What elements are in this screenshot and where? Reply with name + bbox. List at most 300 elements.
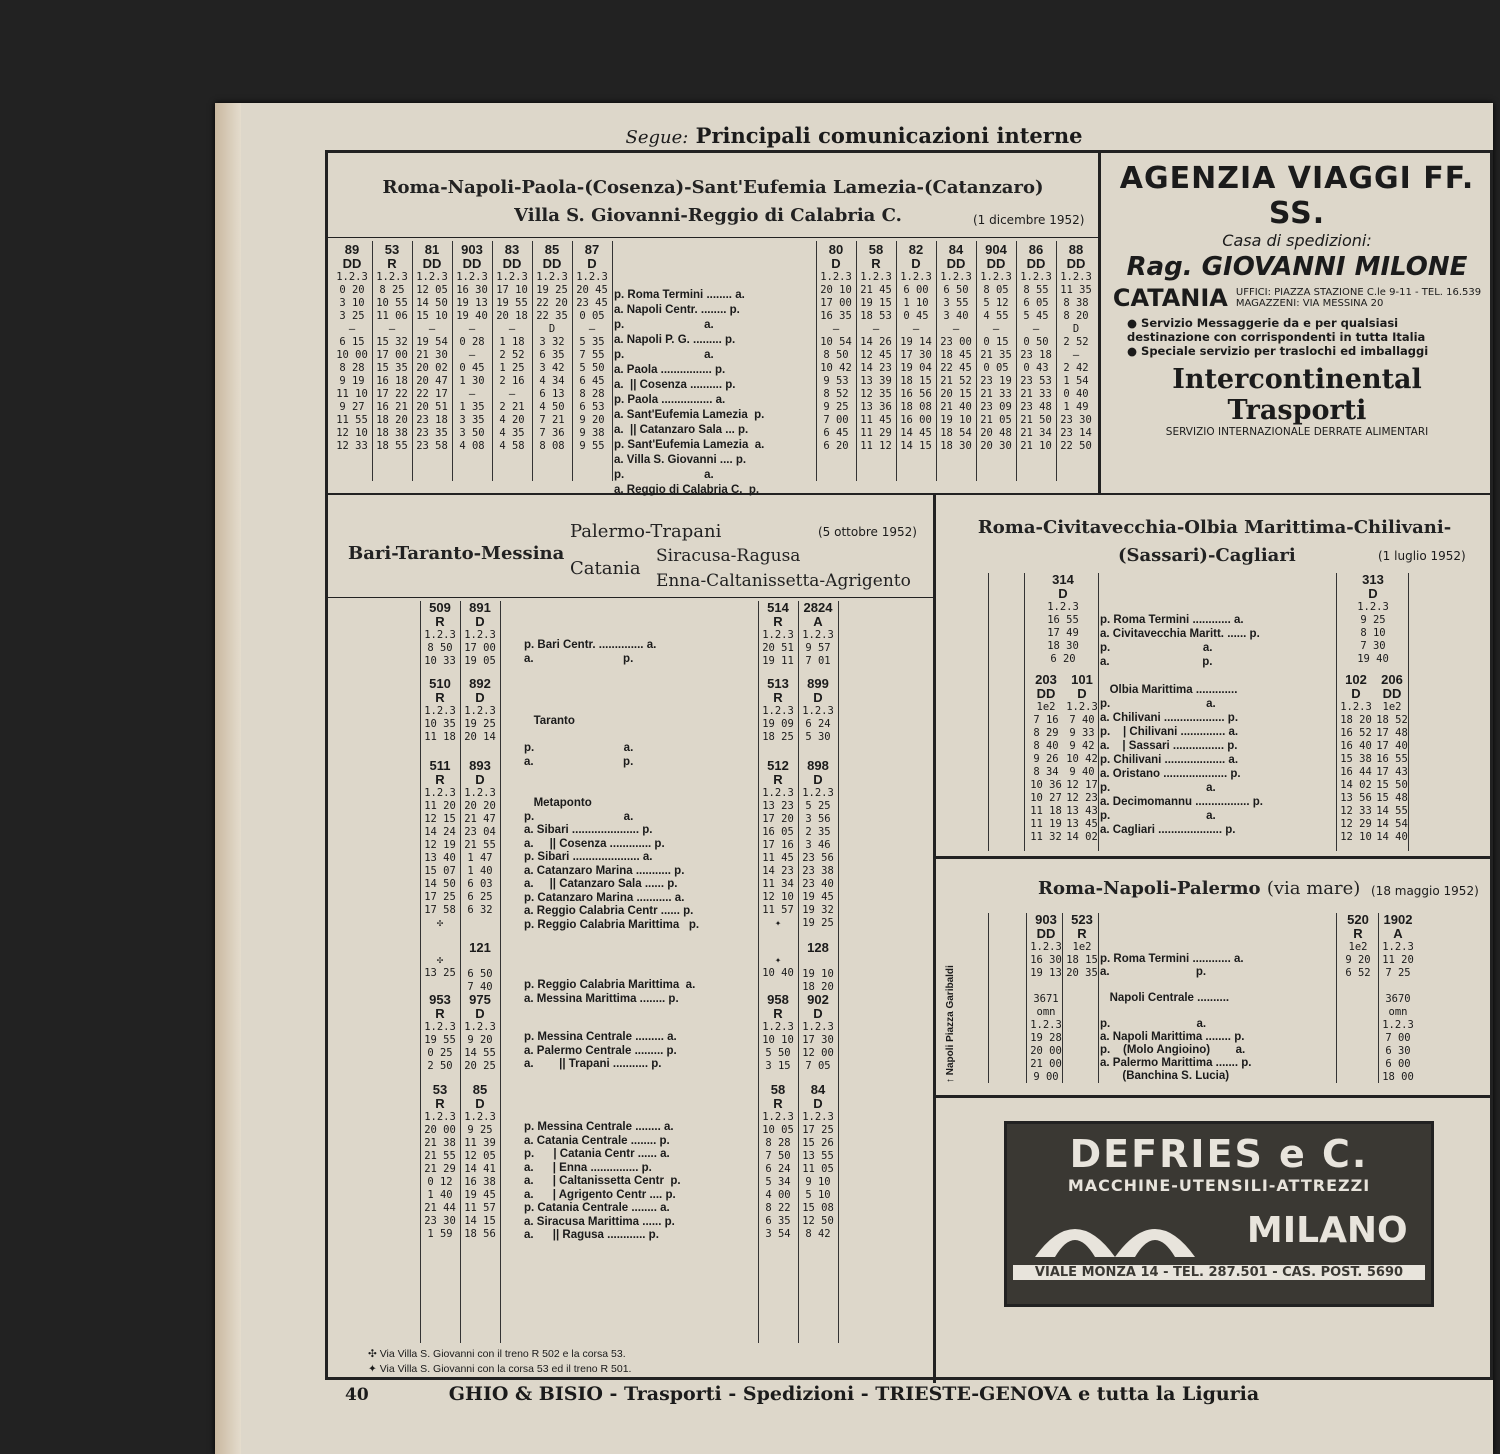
train-class: 1.2.3 bbox=[576, 271, 608, 283]
train-column bbox=[412, 243, 452, 453]
time-cell: 23 53 bbox=[1020, 375, 1052, 387]
arch-logo-icon bbox=[1030, 1201, 1200, 1259]
time-cell: 8 05 bbox=[983, 284, 1009, 296]
time-cell: — bbox=[912, 323, 920, 335]
station-list: p. Roma Termini ............ a. a. p. Napoli Centrale .......... p. a. a. Napoli Marittima ........ p. p. (Molo Angioino) a. a. Palermo Marittima ....... p. (Banchina S. Lucia) bbox=[1100, 953, 1252, 1082]
train-column bbox=[1338, 673, 1374, 844]
train-column bbox=[420, 759, 460, 930]
train-number: 904 bbox=[985, 242, 1007, 257]
train-category: D bbox=[911, 256, 921, 271]
train-number: 84 bbox=[810, 1082, 826, 1097]
column-rule bbox=[1098, 913, 1099, 1083]
column-rule bbox=[758, 601, 759, 1343]
train-number: 58 bbox=[868, 242, 884, 257]
train-class: 1.2.3 bbox=[762, 1021, 794, 1033]
content-frame bbox=[325, 150, 1493, 1380]
ad1-address-1: UFFICI: PIAZZA STAZIONE C.le 9-11 - TEL. 16.539 bbox=[1235, 287, 1482, 298]
train-column bbox=[1338, 573, 1408, 666]
time-cell: 0 20 bbox=[339, 284, 365, 296]
train-category: R bbox=[773, 690, 783, 705]
train-class: 1.2.3 bbox=[424, 705, 456, 717]
time-cell: 14 15 bbox=[900, 440, 932, 452]
ad1-address-block bbox=[1101, 284, 1493, 312]
time-cell: 14 50 bbox=[416, 297, 448, 309]
station-row: a. Reggio di Calabria C. p. bbox=[614, 484, 760, 496]
train-column bbox=[1056, 243, 1096, 453]
time-cells: 10 05 8 28 7 50 6 24 5 34 4 00 8 22 6 35 3 54 bbox=[762, 1124, 794, 1240]
section1-title bbox=[328, 177, 1098, 198]
time-cell: 2 42 bbox=[1063, 362, 1089, 374]
time-cell: 2 52 bbox=[499, 349, 525, 361]
time-cell: D bbox=[548, 323, 556, 335]
train-number: 89 bbox=[344, 242, 360, 257]
time-cell: 8 25 bbox=[379, 284, 405, 296]
train-category: DD bbox=[986, 256, 1006, 271]
train-number: 313 bbox=[1362, 572, 1384, 587]
train-column bbox=[1064, 913, 1100, 980]
train-class: 1.2.3 bbox=[980, 271, 1012, 283]
time-cell: 22 45 bbox=[940, 362, 972, 374]
train-class: 1.2.3 bbox=[802, 1111, 834, 1123]
time-cells: 13 23 17 20 16 05 17 16 11 45 14 23 11 34 12 10 11 57 ✦ bbox=[762, 800, 794, 929]
section3-title-line1: Roma-Civitavecchia-Olbia Marittima-Chilivani- bbox=[977, 517, 1452, 538]
divider-upper bbox=[328, 493, 1493, 495]
time-cell: 6 05 bbox=[1023, 297, 1049, 309]
time-cell: 4 35 bbox=[499, 427, 525, 439]
column-rule bbox=[1408, 573, 1409, 851]
time-cell: 23 19 bbox=[980, 375, 1012, 387]
train-class: 1.2.3 bbox=[900, 271, 932, 283]
train-column bbox=[1016, 243, 1056, 453]
train-column bbox=[460, 993, 500, 1073]
time-cell: 18 38 bbox=[376, 427, 408, 439]
time-cell: 4 08 bbox=[459, 440, 485, 452]
time-cell: 12 45 bbox=[860, 349, 892, 361]
page-edge bbox=[215, 103, 241, 1454]
train-category: D bbox=[475, 614, 485, 629]
train-number: 510 bbox=[429, 676, 451, 691]
section4-title-main: Roma-Napoli-Palermo bbox=[1038, 878, 1261, 899]
train-class: 1.2.3 bbox=[376, 271, 408, 283]
time-cells: 18 15 20 35 bbox=[1066, 954, 1098, 979]
time-cell: 0 05 bbox=[579, 310, 605, 322]
time-cell: 19 55 bbox=[496, 297, 528, 309]
time-cell: 10 54 bbox=[820, 336, 852, 348]
train-category: DD bbox=[462, 256, 482, 271]
section2-branch2b: Enna-Caltanissetta-Agrigento bbox=[656, 571, 911, 591]
time-cell: 12 10 bbox=[336, 427, 368, 439]
train-class: 1.2.3 bbox=[424, 629, 456, 641]
time-cells: 20 51 19 11 bbox=[762, 642, 794, 667]
train-column bbox=[758, 993, 798, 1073]
time-cells: 11 20 7 25 3670 omn 1.2.3 7 00 6 30 6 00 18 00 bbox=[1382, 954, 1414, 1083]
time-cells: 20 20 21 47 23 04 21 55 1 47 1 40 6 03 6 25 6 32 bbox=[464, 800, 496, 916]
column-rule bbox=[1378, 913, 1379, 1083]
section2-branch1: Palermo-Trapani bbox=[570, 521, 722, 542]
train-class: 1.2.3 bbox=[464, 705, 496, 717]
time-cell: 23 35 bbox=[416, 427, 448, 439]
ad1-subtitle: Casa di spedizioni: bbox=[1222, 231, 1372, 250]
train-class: 1.2.3 bbox=[424, 1111, 456, 1123]
time-cell: 4 50 bbox=[539, 401, 565, 413]
train-column bbox=[798, 759, 838, 930]
train-category: D bbox=[475, 1096, 485, 1111]
time-cell: 17 00 bbox=[820, 297, 852, 309]
column-rule bbox=[838, 601, 839, 1343]
train-number: 2824 bbox=[803, 600, 833, 615]
train-number: 80 bbox=[828, 242, 844, 257]
time-cell: 18 53 bbox=[860, 310, 892, 322]
train-category: A bbox=[813, 614, 823, 629]
train-column bbox=[532, 243, 572, 453]
train-number: 520 bbox=[1347, 912, 1369, 927]
time-cell: — bbox=[388, 323, 396, 335]
divider-right-low bbox=[933, 1095, 1493, 1098]
time-cell: 6 45 bbox=[579, 375, 605, 387]
time-cell: 21 05 bbox=[980, 414, 1012, 426]
time-cell: 14 26 bbox=[860, 336, 892, 348]
time-cell: 16 00 bbox=[900, 414, 932, 426]
time-cell: — bbox=[832, 323, 840, 335]
time-cell: 9 20 bbox=[579, 414, 605, 426]
ad2-subtitle: MACCHINE-UTENSILI-ATTREZZI bbox=[1067, 1176, 1371, 1195]
train-category: R bbox=[773, 1006, 783, 1021]
time-cell: 19 14 bbox=[900, 336, 932, 348]
train-class: 1.2.3 bbox=[1047, 601, 1079, 613]
station-row: p. a. bbox=[614, 319, 714, 331]
time-cell: 21 30 bbox=[416, 349, 448, 361]
time-cell: 6 45 bbox=[823, 427, 849, 439]
time-cell: 11 35 bbox=[1060, 284, 1092, 296]
column-rule bbox=[1062, 913, 1063, 1083]
time-cell: — bbox=[1072, 349, 1080, 361]
time-cell: 7 36 bbox=[539, 427, 565, 439]
train-column bbox=[420, 677, 460, 744]
time-cell: 4 58 bbox=[499, 440, 525, 452]
train-category: D bbox=[1058, 586, 1068, 601]
time-cells: ✣ 13 25 bbox=[424, 954, 456, 979]
train-class: 1.2.3 bbox=[416, 271, 448, 283]
train-category: DD bbox=[946, 256, 966, 271]
train-number: 53 bbox=[432, 1082, 448, 1097]
time-cell: 23 30 bbox=[1060, 414, 1092, 426]
time-cell: 22 20 bbox=[536, 297, 568, 309]
ad-defries bbox=[1004, 1121, 1434, 1307]
time-cell: — bbox=[1032, 323, 1040, 335]
train-category: D bbox=[813, 772, 823, 787]
station-list: Taranto p. a. a. p. bbox=[524, 715, 634, 768]
train-category: R bbox=[435, 614, 445, 629]
time-cell: 0 05 bbox=[983, 362, 1009, 374]
page-header bbox=[215, 123, 1493, 148]
station-list: p. Reggio Calabria Marittima a. a. Messina Marittima ........ p. bbox=[524, 979, 696, 1005]
time-cell: — bbox=[468, 349, 476, 361]
train-column bbox=[816, 243, 856, 453]
station-row: a. Napoli P. G. ......... p. bbox=[614, 334, 736, 346]
time-cell: 15 35 bbox=[376, 362, 408, 374]
train-category: DD bbox=[1382, 686, 1402, 701]
train-category: DD bbox=[542, 256, 562, 271]
train-category: R bbox=[435, 772, 445, 787]
section1-date: (1 dicembre 1952) bbox=[973, 213, 1085, 227]
train-number: 83 bbox=[504, 242, 520, 257]
section1-title-line2: Villa S. Giovanni-Reggio di Calabria C. bbox=[514, 205, 902, 226]
train-class: 1.2.3 bbox=[860, 271, 892, 283]
column-rule bbox=[612, 241, 613, 481]
station-list: Metaponto p. a. a. Sibari ..................... p. a. || Cosenza ............. p. p. Sibari ..................... a. a. Catanzaro Marina ........... p. a. || Catanzaro Sala ...... p. p. Catanzaro Marina ........... a. a. Reggio Calabria Centr ...... p. p. Reggio Calabria Marittima p. bbox=[524, 797, 700, 931]
time-cell: — bbox=[508, 323, 516, 335]
column-rule bbox=[1026, 913, 1027, 1083]
train-number: 53 bbox=[384, 242, 400, 257]
train-class: 1.2.3 bbox=[940, 271, 972, 283]
time-cell: 3 10 bbox=[339, 297, 365, 309]
time-cell: 16 56 bbox=[900, 388, 932, 400]
ad1-service-2-text: Speciale servizio per traslochi ed imballaggi bbox=[1141, 344, 1429, 358]
time-cell: 9 38 bbox=[579, 427, 605, 439]
time-cell: 1 30 bbox=[459, 375, 485, 387]
time-cell: 3 55 bbox=[943, 297, 969, 309]
train-class: 1.2.3 bbox=[464, 1111, 496, 1123]
train-class: 1e2 bbox=[1036, 701, 1056, 713]
train-column bbox=[1374, 673, 1410, 844]
time-cell: 11 29 bbox=[860, 427, 892, 439]
time-cell: 18 15 bbox=[900, 375, 932, 387]
time-cell: 16 30 bbox=[456, 284, 488, 296]
train-category: D bbox=[475, 772, 485, 787]
train-number: 512 bbox=[767, 758, 789, 773]
train-category: R bbox=[435, 690, 445, 705]
train-number: 314 bbox=[1052, 572, 1074, 587]
train-category: R bbox=[773, 772, 783, 787]
train-class: 1.2.3 bbox=[536, 271, 568, 283]
time-cell: 20 10 bbox=[820, 284, 852, 296]
section4-title-suffix: (via mare) bbox=[1266, 878, 1361, 899]
train-category: A bbox=[1393, 926, 1403, 941]
station-row: a. || Catanzaro Sala ... p. bbox=[614, 424, 749, 436]
time-cell: 8 08 bbox=[539, 440, 565, 452]
time-cell: 12 35 bbox=[860, 388, 892, 400]
time-cells: 19 10 18 20 bbox=[802, 968, 834, 993]
time-cell: 7 00 bbox=[823, 414, 849, 426]
train-class: 1.2.3 bbox=[802, 705, 834, 717]
time-cells: 9 20 14 55 20 25 bbox=[464, 1034, 496, 1072]
time-cell: 18 54 bbox=[940, 427, 972, 439]
train-column bbox=[460, 759, 500, 917]
time-cell: 23 18 bbox=[416, 414, 448, 426]
column-rule bbox=[500, 601, 501, 1343]
time-cell: 23 58 bbox=[416, 440, 448, 452]
train-category: R bbox=[435, 1096, 445, 1111]
train-column bbox=[1028, 673, 1064, 844]
time-cell: 21 10 bbox=[1020, 440, 1052, 452]
time-cells: 6 24 5 30 bbox=[805, 718, 831, 743]
ad1-brand: Intercontinental Trasporti bbox=[1172, 364, 1422, 426]
train-number: 88 bbox=[1068, 242, 1084, 257]
section1-title-line1: Roma-Napoli-Paola-(Cosenza)-Sant'Eufemia Lamezia-(Catanzaro) bbox=[382, 177, 1044, 198]
train-number: 953 bbox=[429, 992, 451, 1007]
time-cell: 19 40 bbox=[456, 310, 488, 322]
train-number: 86 bbox=[1028, 242, 1044, 257]
train-column bbox=[1028, 573, 1098, 666]
train-number: 902 bbox=[807, 992, 829, 1007]
train-category: DD bbox=[1026, 256, 1046, 271]
column-rule bbox=[1024, 573, 1025, 851]
time-cell: 5 12 bbox=[983, 297, 1009, 309]
section4-date: (18 maggio 1952) bbox=[1371, 884, 1479, 898]
section2-date: (5 ottobre 1952) bbox=[818, 525, 917, 539]
time-cell: 0 28 bbox=[459, 336, 485, 348]
train-number: 87 bbox=[584, 242, 600, 257]
time-cell: 20 51 bbox=[416, 401, 448, 413]
time-cell: 21 45 bbox=[860, 284, 892, 296]
time-cell: — bbox=[468, 323, 476, 335]
train-category: DD bbox=[342, 256, 362, 271]
time-cell: 21 34 bbox=[1020, 427, 1052, 439]
time-cell: — bbox=[872, 323, 880, 335]
train-category: D bbox=[813, 690, 823, 705]
time-cell: D bbox=[1072, 323, 1080, 335]
train-column bbox=[758, 1083, 798, 1241]
time-cells: 16 30 19 13 3671 omn 1.2.3 19 28 20 00 21 00 9 00 bbox=[1030, 954, 1062, 1083]
time-cell: 18 45 bbox=[940, 349, 972, 361]
page-number: 40 bbox=[345, 1385, 369, 1405]
station-row: p. Roma Termini ........ a. bbox=[614, 289, 745, 301]
time-cell: 20 30 bbox=[980, 440, 1012, 452]
train-class: 1.2.3 bbox=[1382, 941, 1414, 953]
time-cell: 19 13 bbox=[456, 297, 488, 309]
section3-title-line2: (Sassari)-Cagliari bbox=[1118, 545, 1296, 566]
time-cells: 9 20 6 52 bbox=[1345, 954, 1371, 979]
time-cells: 10 35 11 18 bbox=[424, 718, 456, 743]
time-cell: 5 50 bbox=[579, 362, 605, 374]
time-cells: 16 55 17 49 18 30 6 20 bbox=[1047, 614, 1079, 665]
train-column bbox=[896, 243, 936, 453]
timetable-page bbox=[215, 103, 1493, 1454]
time-cell: 6 53 bbox=[579, 401, 605, 413]
train-category: R bbox=[1353, 926, 1363, 941]
time-cell: 10 42 bbox=[820, 362, 852, 374]
train-number: 523 bbox=[1071, 912, 1093, 927]
time-cells: 5 25 3 56 2 35 3 46 23 56 23 38 23 40 19 45 19 32 19 25 bbox=[802, 800, 834, 929]
time-cell: 8 28 bbox=[339, 362, 365, 374]
train-column bbox=[798, 677, 838, 744]
time-cell: 0 40 bbox=[1063, 388, 1089, 400]
ad1-service-2: ● Speciale servizio per traslochi ed imballaggi bbox=[1127, 344, 1429, 358]
train-category: R bbox=[435, 1006, 445, 1021]
time-cell: 22 50 bbox=[1060, 440, 1092, 452]
time-cells: 9 25 11 39 12 05 14 41 16 38 19 45 11 57 14 15 18 56 bbox=[464, 1124, 496, 1240]
station-row: p. Paola ................ a. bbox=[614, 394, 726, 406]
time-cell: 3 40 bbox=[943, 310, 969, 322]
train-column bbox=[976, 243, 1016, 453]
time-cells: 11 20 12 15 14 24 12 19 13 40 15 07 14 50 17 25 17 58 ✣ bbox=[424, 800, 456, 929]
train-class: 1.2.3 bbox=[456, 271, 488, 283]
train-number: 102 bbox=[1345, 672, 1367, 687]
time-cell: — bbox=[508, 388, 516, 400]
ad2-address: VIALE MONZA 14 - TEL. 287.501 - CAS. POST. 5690 bbox=[1013, 1265, 1425, 1280]
column-rule bbox=[1016, 241, 1017, 481]
time-cell: — bbox=[952, 323, 960, 335]
station-row: a. Villa S. Giovanni .... p. bbox=[614, 454, 747, 466]
divider-middle bbox=[933, 493, 936, 1383]
train-column bbox=[936, 243, 976, 453]
station-row: p. a. bbox=[614, 469, 714, 481]
train-category: R bbox=[773, 1096, 783, 1111]
train-category: D bbox=[831, 256, 841, 271]
train-class: 1e2 bbox=[1382, 701, 1402, 713]
time-cell: 19 15 bbox=[860, 297, 892, 309]
train-number: 206 bbox=[1381, 672, 1403, 687]
time-cell: 23 18 bbox=[1020, 349, 1052, 361]
time-cell: 6 50 bbox=[943, 284, 969, 296]
train-category: DD bbox=[502, 256, 522, 271]
time-cells: 6 50 7 40 bbox=[467, 968, 493, 993]
station-list: p. Messina Centrale ......... a. a. Palermo Centrale ......... p. a. || Trapani ........... p. bbox=[524, 1031, 677, 1070]
time-cell: 3 50 bbox=[459, 427, 485, 439]
train-number: 903 bbox=[461, 242, 483, 257]
train-number: 85 bbox=[544, 242, 560, 257]
time-cell: 16 35 bbox=[820, 310, 852, 322]
train-number: 128 bbox=[807, 940, 829, 955]
section2-note-2: ✦ Via Villa S. Giovanni con la corsa 53 ed il treno R 501. bbox=[368, 1363, 632, 1375]
time-cell: 18 20 bbox=[376, 414, 408, 426]
time-cell: 17 22 bbox=[376, 388, 408, 400]
time-cell: 21 50 bbox=[1020, 414, 1052, 426]
train-class: 1.2.3 bbox=[424, 1021, 456, 1033]
time-cells: 20 00 21 38 21 55 21 29 0 12 1 40 21 44 23 30 1 59 bbox=[424, 1124, 456, 1240]
time-cell: 20 02 bbox=[416, 362, 448, 374]
train-column bbox=[420, 941, 460, 980]
train-number: 893 bbox=[469, 758, 491, 773]
train-class: 1e2 bbox=[1348, 941, 1368, 953]
time-cell: 8 52 bbox=[823, 388, 849, 400]
time-cell: 18 55 bbox=[376, 440, 408, 452]
train-category: D bbox=[813, 1096, 823, 1111]
train-number: 203 bbox=[1035, 672, 1057, 687]
train-column bbox=[798, 601, 838, 668]
train-category: DD bbox=[1036, 686, 1056, 701]
train-category: R bbox=[871, 256, 881, 271]
time-cell: 20 47 bbox=[416, 375, 448, 387]
divider-right-mid bbox=[933, 856, 1493, 859]
time-cell: 18 08 bbox=[900, 401, 932, 413]
train-class: 1.2.3 bbox=[762, 705, 794, 717]
train-number: 511 bbox=[429, 758, 451, 773]
train-class: 1.2.3 bbox=[802, 1021, 834, 1033]
train-column bbox=[1028, 913, 1064, 1084]
train-column bbox=[420, 1083, 460, 1241]
train-number: 101 bbox=[1071, 672, 1093, 687]
station-list: p. Messina Centrale ........ a. a. Catania Centrale ........ p. p. | Catania Centr ...... a. a. | Enna ............... p. a. | Caltanissetta Centr p. a. | Agrigento Centr .... p. p. Catania Centrale ........ a. a. Siracusa Marittima ...... p. a. || Ragusa ............ p. bbox=[524, 1121, 681, 1241]
train-column bbox=[460, 677, 500, 744]
section2-branch2: Catania bbox=[570, 558, 641, 579]
train-category: DD bbox=[1066, 256, 1086, 271]
time-cell: 19 10 bbox=[940, 414, 972, 426]
time-cells: 17 00 19 05 bbox=[464, 642, 496, 667]
time-cell: 13 39 bbox=[860, 375, 892, 387]
time-cell: 6 15 bbox=[339, 336, 365, 348]
train-category: D bbox=[587, 256, 597, 271]
ad2-city: MILANO bbox=[1246, 1209, 1408, 1251]
time-cell: 6 13 bbox=[539, 388, 565, 400]
train-category: D bbox=[1351, 686, 1361, 701]
train-class: 1.2.3 bbox=[464, 1021, 496, 1033]
time-cell: 23 48 bbox=[1020, 401, 1052, 413]
time-cell: — bbox=[348, 323, 356, 335]
time-cell: — bbox=[588, 323, 596, 335]
train-number: 81 bbox=[424, 242, 440, 257]
time-cell: 23 09 bbox=[980, 401, 1012, 413]
